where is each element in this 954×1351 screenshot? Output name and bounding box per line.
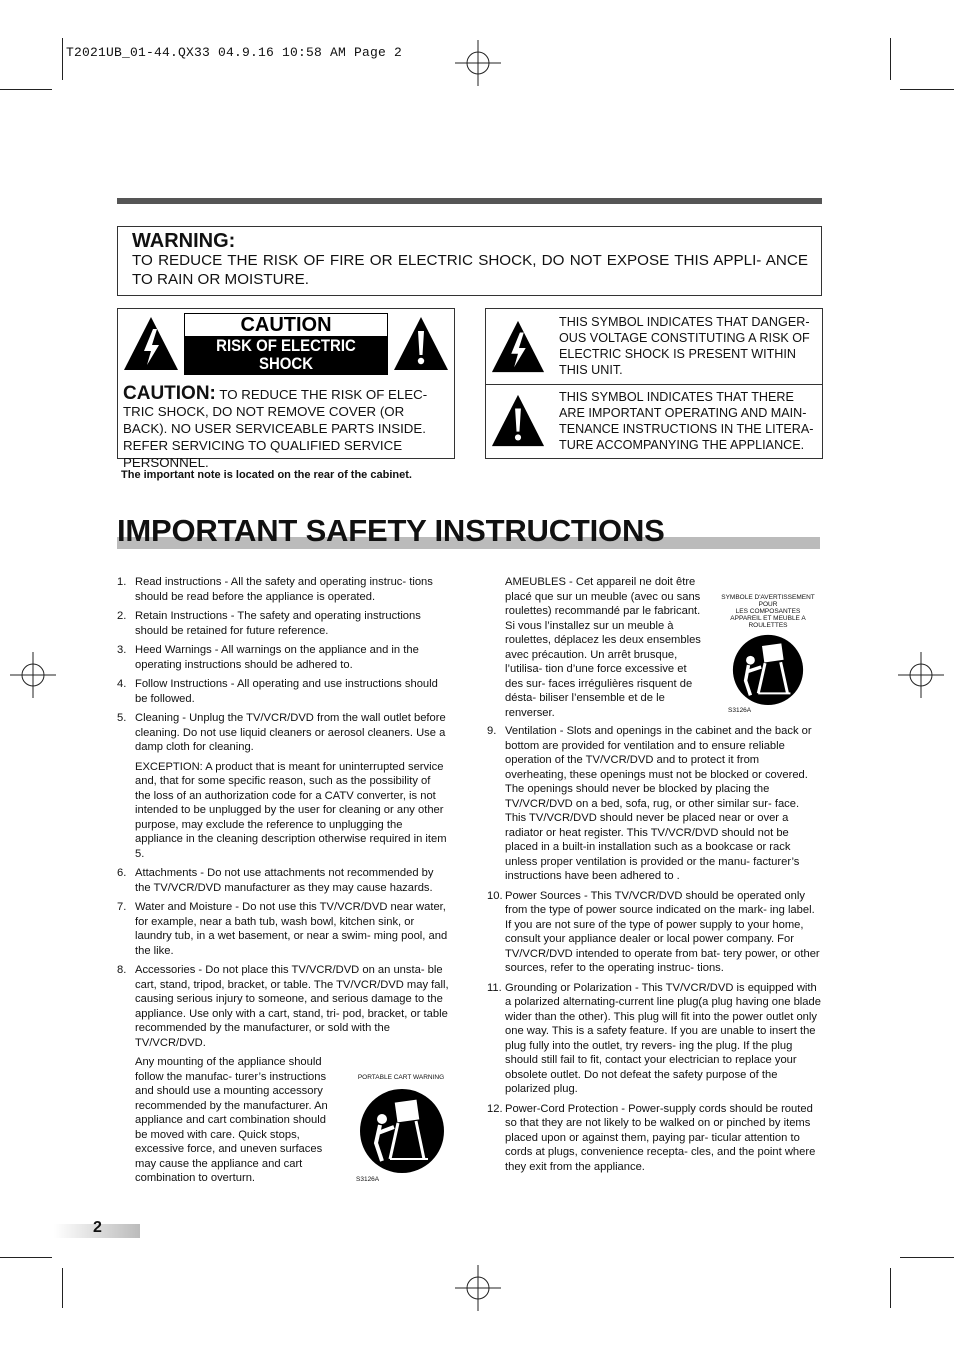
symbol-divider <box>486 384 822 385</box>
page-number: 2 <box>93 1219 102 1236</box>
warning-heading: WARNING: <box>132 230 236 252</box>
item-text: Heed Warnings - All warnings on the appliance and in the operating instructions should be adhered to. <box>135 644 419 671</box>
exclamation-triangle-icon <box>490 393 546 449</box>
french-caption-3: APPAREIL ET MEUBLE A ROULETTES <box>730 615 806 629</box>
item-text: Follow Instructions - All operating and use instructions should be followed. <box>135 678 438 705</box>
crop-mark <box>0 89 52 90</box>
item-text: Grounding or Polarization - This TV/VCR/DVD is equipped with a polarized alternating-current line plug(a plug having one blade wider than the other). This plug will fit into the power outlet only one way. This is a safety feature. If you are unable to insert the plug fully into the outlet, try revers- ing the plug. If the plug should still fail to fit, contact your electrician to replace your obsolete outlet. Do not defeat the safety purpose of the polarized plug. <box>505 981 821 1095</box>
item-text: Accessories - Do not place this TV/VCR/DVD on an unsta- ble cart, stand, tripod, bracket, or table. The TV/VCR/DVD may fall, causing serious injury to someone, and serious damage to the appliance. Use only with a cart, stand, tri- pod, bracket, or table recommended by the manufacturer, or sold with the TV/VCR/DVD. <box>135 964 449 1049</box>
item-text: Water and Moisture - Do not use this TV/VCR/DVD near water, for example, near a bath tub, wash bowl, kitchen sink, or laundry tub, in a wet basement, or near a swim- ming pool, and the like. <box>135 901 448 957</box>
item-number: 1. <box>117 576 127 588</box>
item-number: 12. <box>487 1102 503 1115</box>
lightning-triangle-icon <box>490 319 546 375</box>
warning-box <box>117 226 822 296</box>
caution-box <box>117 308 455 470</box>
crop-mark <box>890 1268 891 1308</box>
item-number: 11. <box>487 981 502 994</box>
registration-mark-bottom <box>455 1265 501 1311</box>
item-number: 7. <box>117 901 127 913</box>
item-number: 10. <box>487 889 503 902</box>
page-title: IMPORTANT SAFETY INSTRUCTIONS <box>117 513 665 548</box>
exclamation-triangle-icon <box>392 315 450 373</box>
item-text: Power Sources - This TV/VCR/DVD should be operated only from the type of power source indicated on the mark- ing label. If you are not sure of the type of power supply to your home, consult your appliance dealer or local power company. For TV/VCR/DVD intended to operate from bat- tery power, or other sources, refer to the operating instruc- tions. <box>505 889 820 974</box>
french-cart-code: S3126A <box>728 707 752 714</box>
registration-mark-left <box>10 652 56 698</box>
lightning-triangle-icon <box>122 315 180 373</box>
item-number: 8. <box>117 964 127 976</box>
caution-heading: CAUTION: <box>123 383 216 404</box>
list-item <box>487 1102 821 1175</box>
caution-body: TO REDUCE THE RISK OF ELEC- TRIC SHOCK, DO NOT REMOVE COVER (OR BACK). NO USER SERVICEABLE PARTS INSIDE. REFER SERVICING TO QUALIFIED SERVICE PERSONNEL. <box>123 387 428 470</box>
list-item <box>117 866 449 895</box>
caution-label <box>184 313 388 392</box>
item-text: Ventilation - Slots and openings in the cabinet and the back or bottom are provided for ventilation and to ensure reliable operation of the TV/VCR/DVD and to protect it from overheating, these openings must not be blocked or covered. The openings should never be blocked by placing the TV/VCR/DVD on a bed, sofa, rug, or other similar sur- face. This TV/VCR/DVD should never be placed near or over a radiator or heat register. This TV/VCR/DVD should not be placed in a built-in installation such as a bookcase or rack unless proper ventilation is provided or the manu- facturer’s instructions have been adhered to . <box>505 725 812 882</box>
crop-mark <box>900 89 954 90</box>
french-caption-1: SYMBOLE D'AVERTISSEMENT POUR <box>721 594 815 608</box>
caution-text <box>123 385 451 471</box>
french-text-lead: AMEUBLES - Cet appareil ne doit être placé que sur un meuble (avec ou sans roulettes) recommandé par le fabricant. Si vous l’installez sur un meuble à roulettes, déplacez les deux ensembles avec précaution. Un arrêt brusque, l’utilisa- tion d’une force excessive et des sur- faces irrégulières risquent de désta- biliser l’ensemble et de le renverser. <box>505 576 701 719</box>
list-item <box>117 677 449 706</box>
symbol-explanation-box <box>485 308 823 459</box>
item-number: 2. <box>117 610 127 622</box>
item-number: 9. <box>487 725 497 737</box>
item-text: Retain Instructions - The safety and operating instructions should be retained for future reference. <box>135 610 421 637</box>
item-text: Cleaning - Unplug the TV/VCR/DVD from the wall outlet before cleaning. Do not use liquid cleaners or aerosol cleaners. Use a damp cloth for cleaning. <box>135 712 446 753</box>
portable-cart-warning-figure <box>346 1074 456 1183</box>
crop-mark <box>62 1268 63 1308</box>
registration-mark-top <box>455 40 501 86</box>
rear-cabinet-note: The important note is located on the rear of the cabinet. <box>121 469 412 481</box>
print-slug: T2021UB_01-44.QX33 04.9.16 10:58 AM Page 2 <box>66 45 403 60</box>
lightning-symbol-text: THIS SYMBOL INDICATES THAT DANGER- OUS VOLTAGE CONSTITUTING A RISK OF ELECTRIC SHOCK IS PRESENT WITHIN THIS UNIT. <box>559 315 810 377</box>
list-item <box>117 643 449 672</box>
list-item <box>117 575 449 604</box>
item-8-mounting: Any mounting of the appliance should follow the manufac- turer’s instructions and should use a mounting accessory recommended by the manufacturer. An appliance and cart combination should be moved with care. Quick stops, excessive force, and uneven surfaces may cause the appliance and cart combination to overturn. <box>135 1056 328 1184</box>
list-item <box>487 889 821 976</box>
crop-mark <box>900 1257 954 1258</box>
list-item <box>117 900 449 958</box>
crop-mark <box>62 38 63 80</box>
crop-mark <box>0 1257 52 1258</box>
item-number: 5. <box>117 712 127 724</box>
exclamation-symbol-text: THIS SYMBOL INDICATES THAT THERE ARE IMPORTANT OPERATING AND MAIN- TENANCE INSTRUCTIONS IN THE LITERA- TURE ACCOMPANYING THE APPLIANCE. <box>559 390 814 452</box>
crop-mark <box>890 38 891 80</box>
french-caption-2: LES COMPOSANTES <box>735 608 801 615</box>
item-5-exception: EXCEPTION: A product that is meant for uninterrupted service and, that for some specific reason, such as the possibility of the loss of an authorization code for a CATV converter, is not intended to be unplugged by the user for cleaning or any other purpose, may exclude the reference to unplugging the appliance in the cleaning description otherwise required in item 5. <box>135 760 447 860</box>
french-cart-warning-figure <box>714 594 822 714</box>
tipping-cart-icon <box>346 1081 456 1176</box>
cart-warning-code: S3126A <box>356 1176 380 1183</box>
caution-label-line1: RISK OF ELECTRIC SHOCK <box>216 336 356 373</box>
caution-label-line2: DO NOT OPEN <box>233 373 339 392</box>
cart-warning-caption: PORTABLE CART WARNING <box>357 1074 445 1081</box>
item-text: Power-Cord Protection - Power-supply cords should be routed so that they are not likely to be walked on or pinched by items placed upon or against them, paying par- ticular attention to cords at plugs, convenience recepta- cles, and the point where they exit from the appliance. <box>505 1102 816 1173</box>
item-number: 3. <box>117 644 127 656</box>
item-text: Read instructions - All the safety and operating instruc- tions should be read before the appliance is operated. <box>135 576 433 603</box>
item-text: Attachments - Do not use attachments not recommended by the TV/VCR/DVD manufacturer as they may cause hazards. <box>135 867 434 894</box>
list-item <box>487 724 821 884</box>
warning-text: TO REDUCE THE RISK OF FIRE OR ELECTRIC SHOCK, DO NOT EXPOSE THIS APPLI- ANCE TO RAIN OR MOISTURE. <box>132 252 808 288</box>
list-item <box>117 711 449 861</box>
registration-mark-right <box>898 652 944 698</box>
caution-label-top: CAUTION <box>185 314 387 336</box>
item-number: 6. <box>117 867 127 879</box>
header-rule <box>117 198 822 204</box>
list-item <box>487 981 821 1097</box>
tipping-cart-icon <box>714 629 822 707</box>
item-number: 4. <box>117 678 127 690</box>
list-item <box>117 609 449 638</box>
